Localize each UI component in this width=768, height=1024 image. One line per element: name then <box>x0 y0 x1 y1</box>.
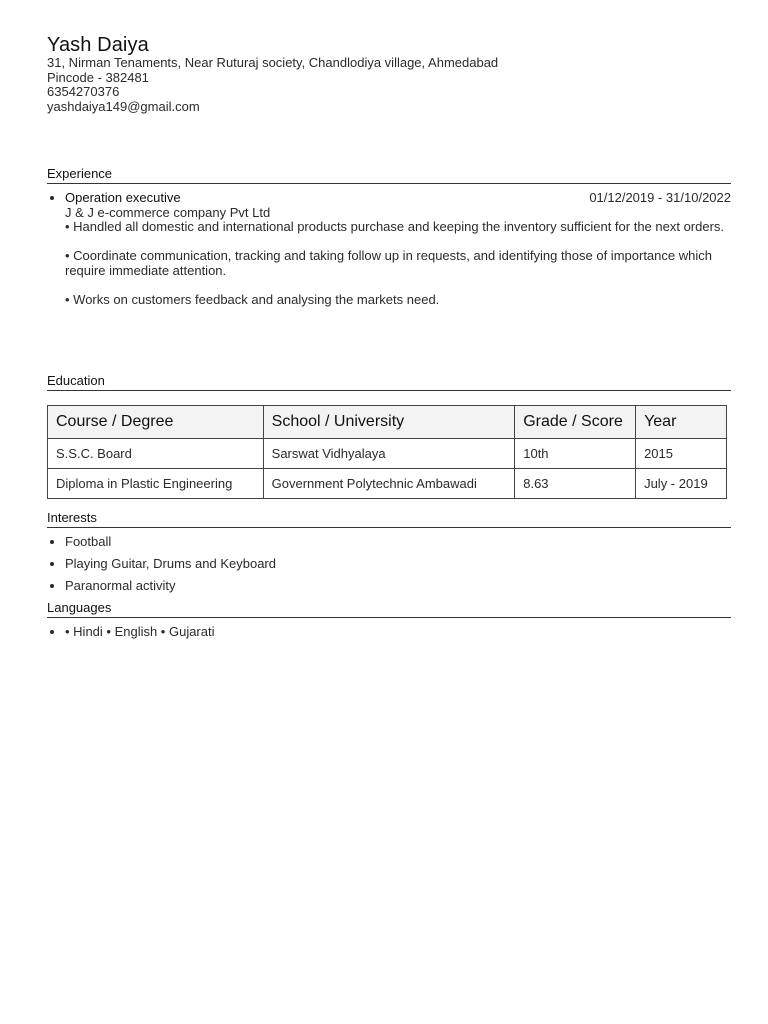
job-dates: 01/12/2019 - 31/10/2022 <box>589 190 731 205</box>
job-point: • Works on customers feedback and analysing the markets need. <box>65 292 440 308</box>
table-cell: 2015 <box>636 439 727 469</box>
interests-heading: Interests <box>47 510 731 528</box>
table-cell: Government Polytechnic Ambawadi <box>263 469 515 499</box>
education-heading: Education <box>47 373 731 391</box>
email-address: yashdaiya149@gmail.com <box>47 98 200 114</box>
candidate-name: Yash Daiya <box>47 34 149 56</box>
column-header: Year <box>636 406 727 439</box>
table-cell: July - 2019 <box>636 469 727 499</box>
table-row <box>48 439 727 469</box>
table-row <box>48 469 727 499</box>
table-header-row <box>48 406 727 439</box>
column-header: Course / Degree <box>48 406 264 439</box>
experience-heading: Experience <box>47 166 731 184</box>
contact-block <box>47 56 498 114</box>
table-cell: S.S.C. Board <box>48 439 264 469</box>
languages-list <box>47 621 731 643</box>
experience-section <box>47 191 731 308</box>
list-item: • Paranormal activity <box>65 575 731 597</box>
languages-heading: Languages <box>47 600 731 618</box>
list-item: • • Hindi • English • Gujarati <box>65 621 731 643</box>
job-point: • Handled all domestic and international products purchase and keeping the inventory sufficient for the next orders. <box>65 219 725 235</box>
address-line-2: Pincode - 382481 <box>47 69 149 85</box>
phone-number: 6354270376 <box>47 84 120 100</box>
job-details <box>47 206 731 308</box>
company-name: J & J e-commerce company Pvt Ltd <box>65 204 271 220</box>
list-item: • Football <box>65 531 731 553</box>
job-point: • Coordinate communication, tracking and taking follow up in requests, and identifying those of importance which require immediate attention. <box>65 248 712 278</box>
address-line-1: 31, Nirman Tenaments, Near Ruturaj society, Chandlodiya village, Ahmedabad <box>47 55 499 70</box>
interests-list <box>47 531 731 597</box>
table-cell: 8.63 <box>515 469 636 499</box>
table-cell: Sarswat Vidhyalaya <box>263 439 515 469</box>
column-header: Grade / Score <box>515 406 636 439</box>
experience-item <box>65 191 731 206</box>
column-header: School / University <box>263 406 515 439</box>
table-cell: Diploma in Plastic Engineering <box>48 469 264 499</box>
list-item: • Playing Guitar, Drums and Keyboard <box>65 553 731 575</box>
table-cell: 10th <box>515 439 636 469</box>
job-role: Operation executive <box>65 190 181 205</box>
education-table <box>47 405 727 499</box>
